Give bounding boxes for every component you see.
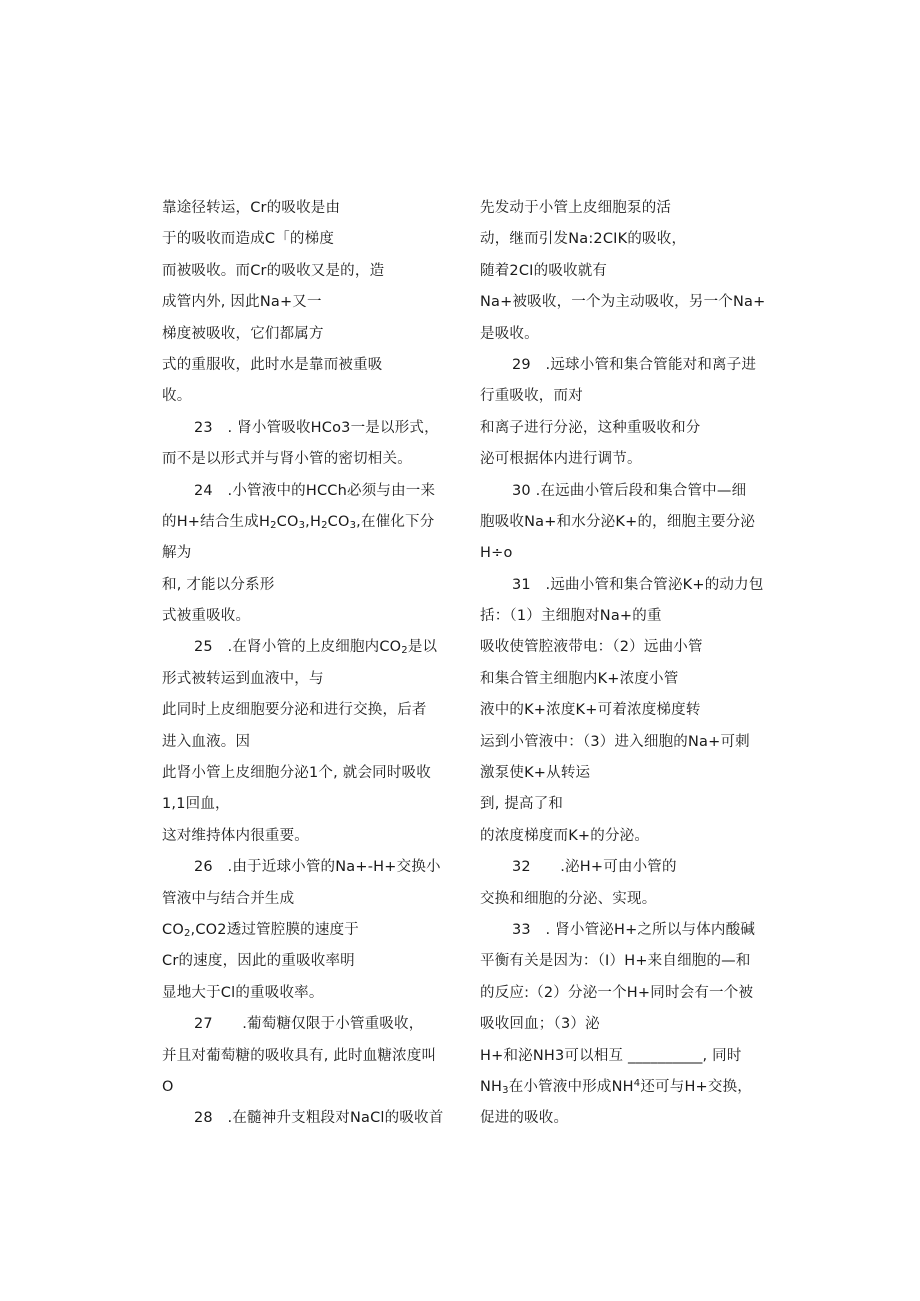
text-line: 32 .泌H+可由小管的 bbox=[512, 859, 677, 876]
text-line: 1,1回血， bbox=[162, 796, 230, 813]
text-line: 而不是以形式并与肾小管的密切相关。 bbox=[162, 451, 412, 468]
text-line: 泌可根据体内进行调节。 bbox=[480, 451, 642, 468]
text-line: 解为 bbox=[162, 545, 192, 562]
text-line: H÷o bbox=[480, 545, 513, 562]
text-line: 是吸收。 bbox=[480, 325, 539, 342]
text-line: 吸收使管腔液带电：（2）远曲小管 bbox=[480, 639, 703, 656]
text-line: 24 .小管液中的HCCh必须与由一来 bbox=[194, 482, 436, 499]
text-line: 27 .葡萄糖仅限于小管重吸收， bbox=[194, 1016, 424, 1033]
text-line: 式被重吸收。 bbox=[162, 608, 251, 625]
text-line: 激泵使K+从转运 bbox=[480, 765, 591, 782]
text-line: Na+被吸收，一个为主动吸收，另一个Na+ bbox=[480, 294, 766, 311]
text-line: 而被吸收。而Cr的吸收又是的，造 bbox=[162, 262, 385, 279]
text-line: 行重吸收，而对 bbox=[480, 388, 583, 405]
text-line: 和, 才能以分系形 bbox=[162, 576, 275, 593]
text-line: $CO_2,CO2$透过管腔膜的速度于 bbox=[162, 921, 359, 939]
text-line: H+和泌NH3可以相互 __________, 同时 bbox=[480, 1047, 742, 1064]
text-line: 的H+结合生成$H_2CO_3,H_2CO_3$,在催化下分 bbox=[162, 513, 435, 531]
text-line: 括：（1）主细胞对Na+的重 bbox=[480, 608, 662, 625]
text-line: 的浓度梯度而K+的分泌。 bbox=[480, 827, 650, 844]
text-line: 33 . 肾小管泌H+之所以与体内酸碱 bbox=[512, 921, 756, 938]
text-line: 平衡有关是因为：（I）H+来自细胞的—和 bbox=[480, 953, 751, 970]
text-line: 此肾小管上皮细胞分泌1个, 就会同时吸收 bbox=[162, 765, 431, 782]
text-line: 成管内外, 因此Na+又一 bbox=[162, 294, 322, 311]
text-line: 到, 提高了和 bbox=[480, 796, 564, 813]
text-line: 29 .远球小管和集合管能对和离子进 bbox=[512, 356, 757, 373]
text-line: 式的重服收，此时水是靠而被重吸 bbox=[162, 356, 383, 373]
text-line: 并且对葡萄糖的吸收具有, 此时血糖浓度叫 bbox=[162, 1047, 437, 1064]
text-line: 显地大于Cl的重吸收率。 bbox=[162, 984, 324, 1001]
text-line: 这对维持体内很重要。 bbox=[162, 827, 309, 844]
text-line: 和离子进行分泌，这种重吸收和分 bbox=[480, 419, 701, 436]
text-line: 收。 bbox=[162, 388, 192, 405]
text-line: 28 .在髓神升支粗段对NaCl的吸收首 bbox=[194, 1110, 444, 1127]
right-column bbox=[480, 193, 780, 1135]
text-line: 梯度被吸收，它们都属方 bbox=[162, 325, 324, 342]
text-line: 管液中与结合并生成 bbox=[162, 890, 295, 907]
text-line: 的反应:（2）分泌一个H+同时会有一个被 bbox=[480, 984, 754, 1001]
text-line: 进入血液。因 bbox=[162, 733, 251, 750]
text-line: 随着2CI的吸收就有 bbox=[480, 262, 608, 279]
text-line: 和集合管主细胞内K+浓度小管 bbox=[480, 670, 679, 687]
text-line: O bbox=[162, 1078, 174, 1095]
text-line: 25 .在肾小管的上皮细胞内$CO_2$是以 bbox=[194, 639, 438, 657]
text-line: Cr的速度，因此的重吸收率明 bbox=[162, 953, 355, 970]
text-line: 于的吸收而造成C「的梯度 bbox=[162, 231, 335, 248]
text-line: 形式被转运到血液中，与 bbox=[162, 670, 324, 687]
text-line: 31 .远曲小管和集合管泌K+的动力包 bbox=[512, 576, 764, 593]
text-line: 液中的K+浓度K+可着浓度梯度转 bbox=[480, 702, 701, 719]
text-line: 交换和细胞的分泌、实现。 bbox=[480, 890, 657, 907]
text-line: $NH_3$在小管液中形成$NH^4$还可与H+交换， bbox=[480, 1077, 752, 1096]
text-line: 靠途径转运，Cr的吸收是由 bbox=[162, 200, 341, 216]
text-line: 先发动于小管上皮细胞泵的活 bbox=[480, 200, 672, 216]
text-line: 30 .在远曲小管后段和集合管中—细 bbox=[512, 482, 747, 499]
text-line: 23 . 肾小管吸收HCo3一是以形式， bbox=[194, 419, 439, 436]
text-line: 胞吸收Na+和水分泌K+的，细胞主要分泌 bbox=[480, 513, 756, 530]
text-line: 促进的吸收。 bbox=[480, 1110, 569, 1127]
text-line: 吸收回血；（3）泌 bbox=[480, 1016, 600, 1033]
text-line: 动，继而引发Na:2CIK的吸收， bbox=[480, 231, 687, 248]
left-column bbox=[162, 193, 462, 1135]
text-line: 26 .由于近球小管的Na+-H+交换小 bbox=[194, 859, 441, 876]
text-line: 此同时上皮细胞要分泌和进行交换，后者 bbox=[162, 702, 427, 719]
text-line: 运到小管液中：（3）进入细胞的Na+可刺 bbox=[480, 733, 750, 750]
